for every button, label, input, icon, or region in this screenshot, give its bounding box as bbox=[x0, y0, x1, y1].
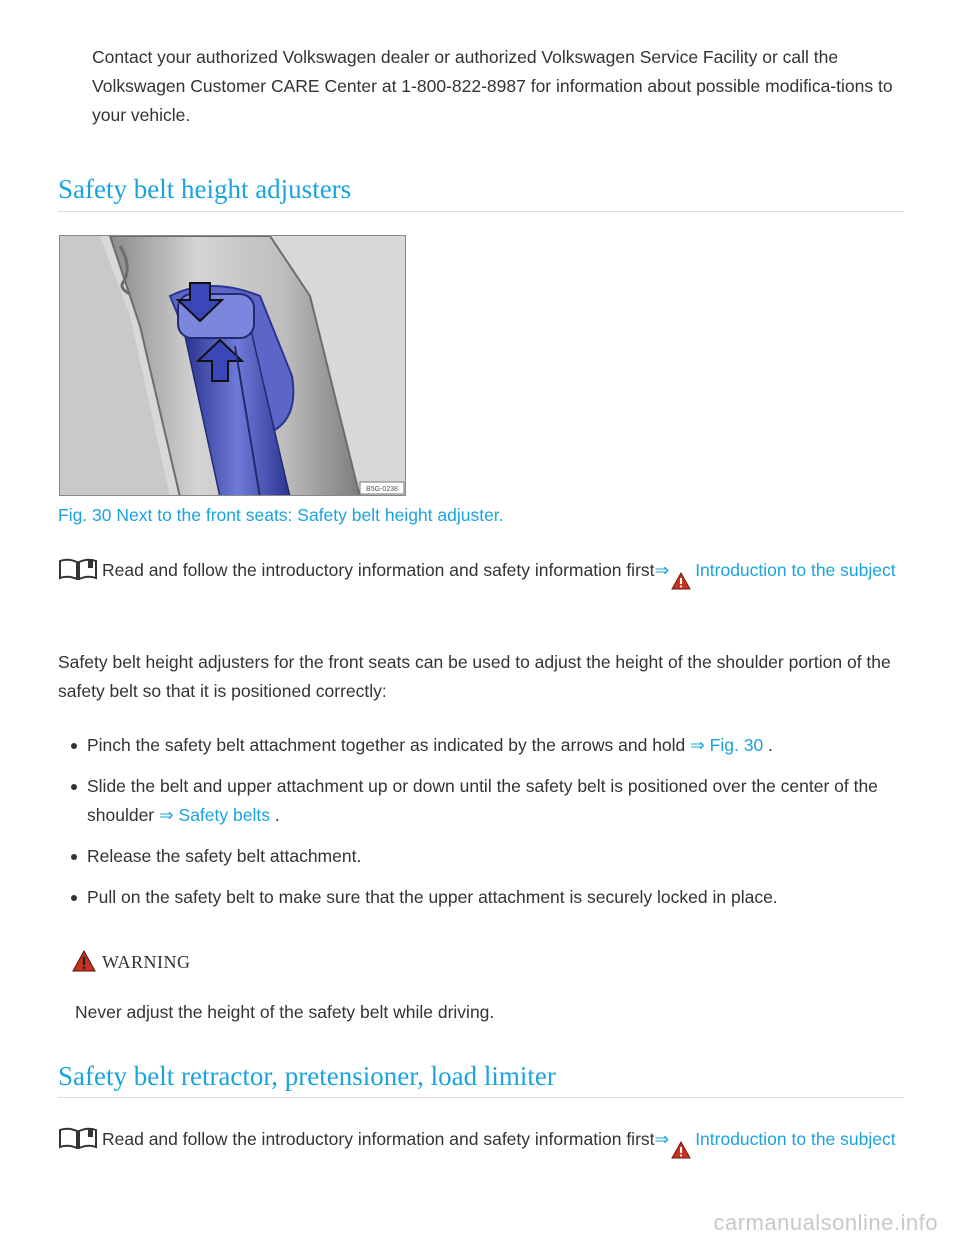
list-item bbox=[58, 883, 904, 912]
body-paragraph: Safety belt height adjusters for the front seats can be used to adjust the height of the shoulder portion of the safety belt so that it is positioned correctly: bbox=[58, 652, 891, 701]
introduction-link[interactable]: Introduction to the subject bbox=[695, 1129, 896, 1149]
step-text: Pull on the safety belt to make sure that the upper attachment is securely locked in place. bbox=[87, 887, 778, 907]
read-notice-arrow[interactable]: ⇒ bbox=[654, 560, 670, 580]
introduction-link[interactable]: Introduction to the subject bbox=[695, 560, 896, 580]
step-text: Slide the belt and upper attachment up or down until the safety belt is positioned over the center of the shoulder bbox=[87, 776, 878, 825]
step-after: . bbox=[763, 735, 773, 755]
book-icon bbox=[58, 558, 98, 580]
belt-adjuster-illustration bbox=[60, 236, 406, 496]
safety-belts-link[interactable]: ⇒ Safety belts bbox=[159, 805, 270, 825]
read-notice-text: Read and follow the introductory information and safety information first bbox=[102, 1129, 655, 1149]
figure-belt-height-adjuster bbox=[59, 235, 406, 496]
figure-code: B5G-0238 bbox=[366, 486, 398, 493]
watermark: carmanualsonline.info bbox=[713, 1210, 938, 1235]
list-item bbox=[58, 772, 904, 830]
warning-header bbox=[72, 950, 191, 973]
warning-icon bbox=[671, 570, 691, 588]
read-notice-arrow[interactable]: ⇒ bbox=[654, 1129, 670, 1149]
warning-text: Never adjust the height of the safety belt while driving. bbox=[75, 1002, 495, 1022]
fig-30-link[interactable]: ⇒ Fig. 30 bbox=[690, 735, 764, 755]
step-after: . bbox=[269, 805, 280, 825]
warning-icon bbox=[671, 1139, 691, 1157]
section-title-height-adjusters: Safety belt height adjusters bbox=[58, 174, 352, 204]
bullet-icon bbox=[71, 743, 77, 749]
step-text: Release the safety belt attachment. bbox=[87, 846, 362, 866]
step-text: Pinch the safety belt attachment together as indicated by the arrows and hold bbox=[87, 735, 691, 755]
warning-icon bbox=[72, 950, 96, 972]
section-divider bbox=[58, 211, 904, 212]
book-icon bbox=[58, 1127, 98, 1149]
section-divider bbox=[58, 1097, 904, 1098]
list-item bbox=[58, 842, 904, 871]
read-notice-text: Read and follow the introductory information and safety information first bbox=[102, 560, 655, 580]
read-notice bbox=[58, 556, 904, 588]
read-notice bbox=[58, 1125, 904, 1157]
warning-label: WARNING bbox=[102, 952, 191, 972]
instruction-list bbox=[58, 731, 904, 924]
bullet-icon bbox=[71, 784, 77, 790]
section-title-retractor: Safety belt retractor, pretensioner, load limiter bbox=[58, 1061, 556, 1091]
bullet-icon bbox=[71, 854, 77, 860]
list-item bbox=[58, 731, 904, 760]
bullet-icon bbox=[71, 895, 77, 901]
figure-caption: Fig. 30 Next to the front seats: Safety belt height adjuster. bbox=[58, 505, 504, 525]
intro-paragraph: Contact your authorized Volkswagen dealer or authorized Volkswagen Service Facility or call the Volkswagen Customer CARE Center at 1-800-822-8987 for information about possible modifica-tions to your vehicle. bbox=[92, 47, 893, 125]
